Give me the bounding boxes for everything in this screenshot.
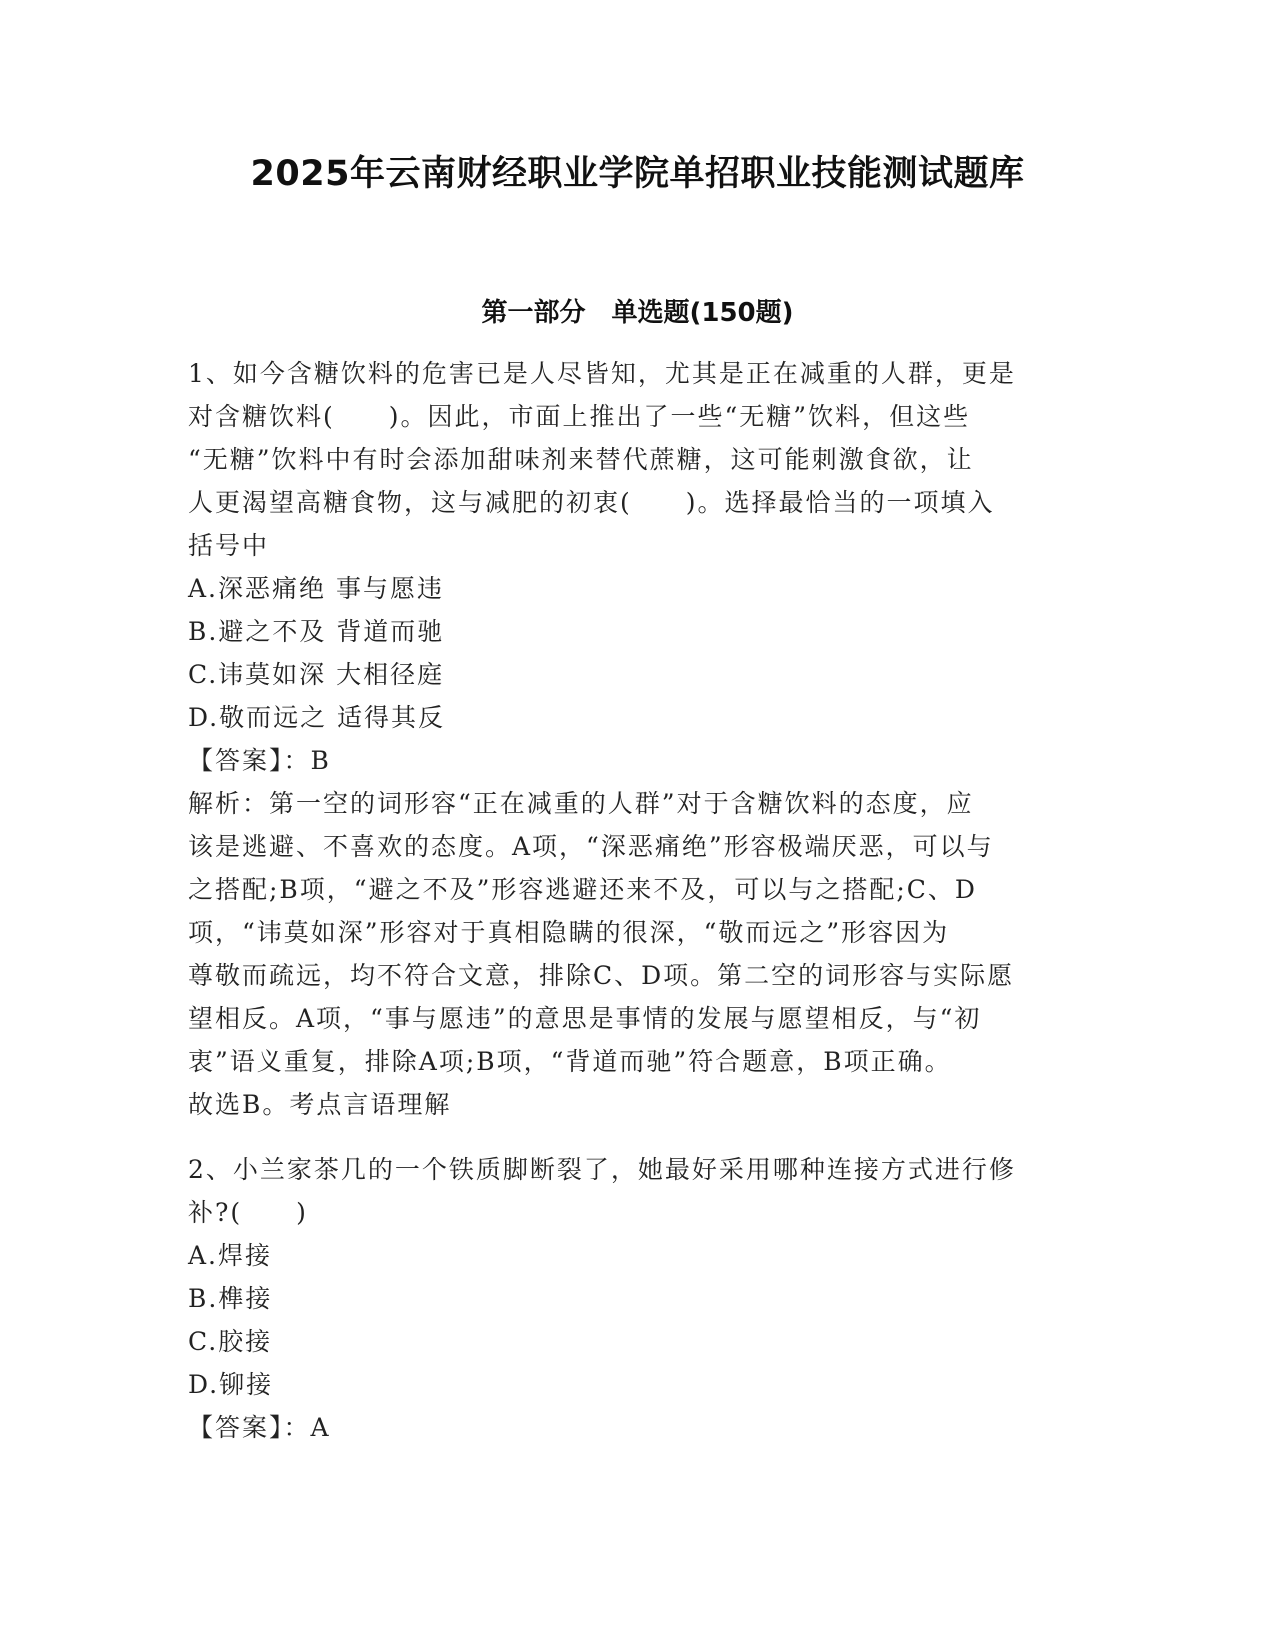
analysis-line: 该是逃避、不喜欢的态度。A项，“深恶痛绝”形容极端厌恶，可以与 — [188, 832, 994, 861]
analysis-line: 尊敬而疏远，均不符合文意，排除C、D项。第二空的词形容与实际愿 — [188, 961, 1015, 990]
question-stem-line: “无糖”饮料中有时会添加甜味剂来替代蔗糖，这可能刺激食欲，让 — [188, 445, 974, 474]
question-stem-line: 对含糖饮料( )。因此，市面上推出了一些“无糖”饮料，但这些 — [188, 402, 971, 431]
question-stem-line: 2、小兰家茶几的一个铁质脚断裂了，她最好采用哪种连接方式进行修 — [188, 1155, 1016, 1184]
analysis-line: 望相反。A项，“事与愿违”的意思是事情的发展与愿望相反，与“初 — [188, 1004, 982, 1033]
document-title: 2025年云南财经职业学院单招职业技能测试题库 — [250, 154, 1025, 194]
analysis-line: 故选B。考点言语理解 — [188, 1090, 452, 1119]
question-stem-line: 人更渴望高糖食物，这与减肥的初衷( )。选择最恰当的一项填入 — [188, 488, 995, 517]
question-2 — [188, 1148, 1088, 1449]
analysis-line: 项，“讳莫如深”形容对于真相隐瞒的很深，“敬而远之”形容因为 — [188, 918, 950, 947]
analysis-line: 解析：第一空的词形容“正在减重的人群”对于含糖饮料的态度，应 — [188, 789, 974, 818]
option-c: C.胶接 — [188, 1327, 273, 1356]
analysis-line: 衷”语义重复，排除A项;B项，“背道而驰”符合题意，B项正确。 — [188, 1047, 952, 1076]
option-b: B.避之不及 背道而驰 — [188, 617, 445, 646]
question-stem-line: 1、如今含糖饮料的危害已是人尽皆知，尤其是正在减重的人群，更是 — [188, 359, 1016, 388]
answer: 【答案】：B — [188, 746, 331, 775]
question-stem-line: 补?( ) — [188, 1198, 308, 1227]
section-title: 第一部分 单选题(150题) — [481, 298, 794, 328]
option-c: C.讳莫如深 大相径庭 — [188, 660, 445, 689]
option-b: B.榫接 — [188, 1284, 273, 1313]
option-a: A.焊接 — [188, 1241, 273, 1270]
option-a: A.深恶痛绝 事与愿违 — [188, 574, 444, 603]
answer: 【答案】：A — [188, 1413, 331, 1442]
question-stem-line: 括号中 — [188, 531, 270, 560]
option-d: D.铆接 — [188, 1370, 274, 1399]
option-d: D.敬而远之 适得其反 — [188, 703, 446, 732]
analysis-line: 之搭配;B项，“避之不及”形容逃避还来不及，可以与之搭配;C、D — [188, 875, 977, 904]
question-1 — [188, 352, 1088, 1126]
